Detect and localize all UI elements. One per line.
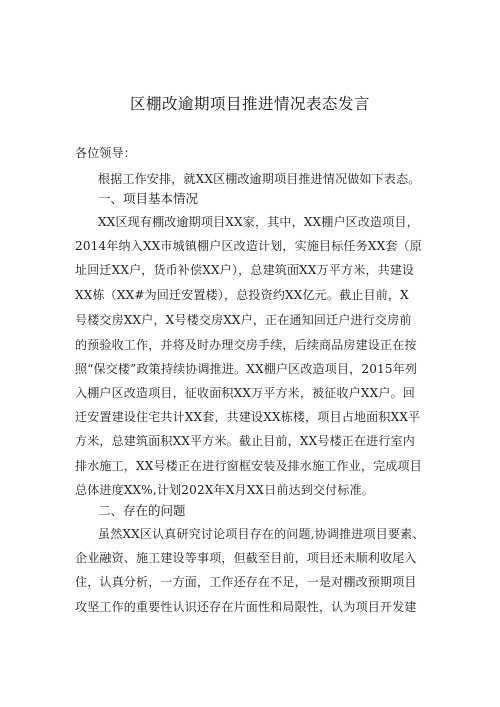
- paragraph-line: 住，认真分析，一方面，工作还存在不足，一是对棚改预期项目: [75, 575, 417, 589]
- paragraph-line: 虽然XX区认真研究讨论项目存在的问题,协调推进项目要素、: [98, 527, 425, 541]
- paragraph-line: 址回迁XX户，货币补偿XX户），总建筑面XX万平方米，共建设: [75, 263, 415, 277]
- paragraph-line: XX区现有棚改逾期项目XX家，其中，XX棚户区改造项目，: [98, 215, 419, 229]
- paragraph-line: 号楼交房XX户，X号楼交房XX户，正在通知回迁户进行交房前: [75, 313, 412, 327]
- paragraph-line: 入棚户区改造项目，征收面积XX万平方米，被征收户XX户。回: [75, 386, 415, 400]
- paragraph-line: 2014年纳入XX市城镇棚户区改造计划，实施目标任务XX套（原: [75, 239, 422, 253]
- section-heading-problems: 二、存在的问题: [98, 503, 186, 518]
- paragraph-line: 攻坚工作的重要性认识还存在片面性和局限性，认为项目开发建: [75, 600, 417, 614]
- paragraph-line: 总体进度XX%,计划202X年X月XX日前达到交付标准。: [75, 483, 374, 497]
- paragraph-line: 照“保交楼”政策持续协调推进。XX棚户区改造项目，2015年列: [75, 362, 418, 376]
- paragraph-line: 排水施工，XX号楼正在进行窗框安装及排水施工作业，完成项目: [75, 459, 422, 473]
- paragraph-line: 方米，总建筑面积XX平方米。截止目前，XX号楼正在进行室内: [75, 434, 415, 448]
- intro-paragraph: 根据工作安排，就XX区棚改逾期项目推进情况做如下表态。: [98, 172, 421, 186]
- document-title: 区棚改逾期项目推进情况表态发言: [129, 95, 370, 113]
- paragraph-line: 的预验收工作，并将及时办理交房手续，后续商品房建设正在按: [75, 338, 417, 352]
- paragraph-line: XX栋（XX#为回迁安置楼），总投资约XX亿元。截止目前，X: [75, 288, 409, 302]
- section-heading-basic-info: 一、项目基本情况: [98, 191, 199, 206]
- salutation: 各位领导：: [75, 146, 137, 160]
- paragraph-line: 企业融资、施工建设等事项，但截至目前，项目还未顺利收尾入: [75, 551, 417, 565]
- paragraph-line: 迁安置建设住宅共计XX套，共建设XX栋楼，项目占地面积XX平: [75, 410, 421, 424]
